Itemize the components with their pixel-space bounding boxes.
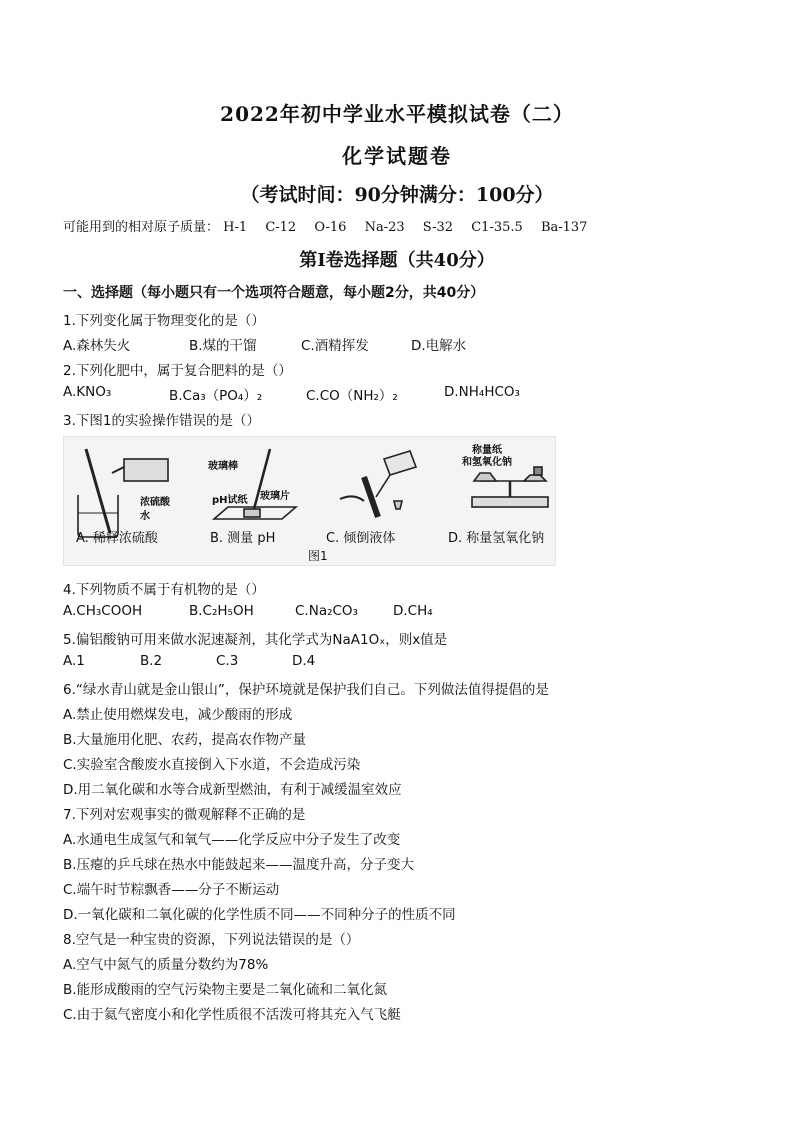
option-a: A.CH₃COOH — [63, 603, 143, 619]
question-2-stem: 2.下列化肥中，属于复合肥料的是（） — [63, 363, 292, 379]
option-d: D.4 — [292, 653, 316, 669]
part-title: 一、选择题（每小题只有一个选项符合题意，每小题2分，共40分） — [63, 285, 485, 301]
option-c: C.Na₂CO₃ — [295, 603, 358, 619]
exam-subtitle: 化学试题卷 — [342, 144, 452, 168]
label-water: 水 — [140, 511, 150, 522]
option-c: C.3 — [216, 653, 239, 669]
option-a: A.空气中氮气的质量分数约为78% — [63, 957, 269, 973]
figure-1 — [63, 436, 556, 566]
option-a: A.森林失火 — [63, 338, 131, 354]
option-d: D.用二氧化碳和水等合成新型燃油，有利于减缓温室效应 — [63, 782, 402, 798]
option-c: C.由于氦气密度小和化学性质很不活泼可将其充入气飞艇 — [63, 1007, 401, 1023]
label-ph-paper: pH试纸 — [212, 495, 248, 506]
balance-scale — [472, 467, 548, 507]
label-naoh: 和氢氧化钠 — [462, 457, 512, 468]
option-b: B.C₂H₅OH — [189, 603, 254, 619]
question-7-stem: 7.下列对宏观事实的微观解释不正确的是 — [63, 807, 306, 823]
atomic-mass: S-32 — [422, 220, 454, 235]
atomic-mass: O-16 — [314, 220, 347, 235]
option-d: D.电解水 — [411, 338, 467, 354]
atomic-mass: Na-23 — [364, 220, 405, 235]
option-a: A.1 — [63, 653, 85, 669]
option-c: C.酒精挥发 — [301, 338, 369, 354]
option-a: A.KNO₃ — [63, 384, 112, 400]
figure-caption-a: A. 稀释浓硫酸 — [76, 531, 158, 546]
atomic-masses-label: 可能用到的相对原子质量： — [63, 220, 220, 235]
label-glass-plate: 玻璃片 — [260, 491, 290, 502]
atomic-mass: C1-35.5 — [471, 220, 523, 235]
option-a: A.禁止使用燃煤发电，减少酸雨的形成 — [63, 707, 293, 723]
question-1-stem: 1.下列变化属于物理变化的是（） — [63, 313, 265, 329]
exam-info: （考试时间：90分钟满分：100分） — [240, 184, 554, 206]
atomic-masses — [63, 216, 601, 235]
question-4-stem: 4.下列物质不属于有机物的是（） — [63, 582, 265, 598]
atomic-mass: Ba-137 — [540, 220, 588, 235]
label-rod: 玻璃棒 — [208, 461, 238, 472]
option-a: A.水通电生成氢气和氧气——化学反应中分子发生了改变 — [63, 832, 401, 848]
option-b: B.Ca₃（PO₄）₂ — [169, 388, 263, 404]
label-weigh-paper: 称量纸 — [472, 445, 502, 456]
option-b: B.大量施用化肥、农药，提高农作物产量 — [63, 732, 307, 748]
pouring-liquid — [340, 451, 416, 517]
option-c: C.CO（NH₂）₂ — [306, 388, 398, 404]
atomic-mass: C-12 — [265, 220, 297, 235]
option-b: B.2 — [140, 653, 163, 669]
question-8-stem: 8.空气是一种宝贵的资源，下列说法错误的是（） — [63, 932, 360, 948]
option-c: C.端午时节粽飘香——分子不断运动 — [63, 882, 280, 898]
label-acid: 浓硫酸 — [140, 497, 170, 508]
question-6-stem: 6.“绿水青山就是金山银山”，保护环境就是保护我们自己。下列做法值得提倡的是 — [63, 682, 549, 698]
question-3-stem: 3.下图1的实验操作错误的是（） — [63, 413, 260, 429]
atomic-mass: H-1 — [223, 220, 248, 235]
option-b: B.压瘪的乒乓球在热水中能鼓起来——温度升高，分子变大 — [63, 857, 415, 873]
figure-label: 图1 — [308, 549, 328, 563]
option-d: D.一氧化碳和二氧化碳的化学性质不同——不同种分子的性质不同 — [63, 907, 456, 923]
option-d: D.NH₄HCO₃ — [444, 384, 520, 400]
figure-caption-b: B. 测量 pH — [210, 531, 276, 546]
figure-caption-d: D. 称量氢氧化钠 — [448, 531, 545, 546]
option-b: B.能形成酸雨的空气污染物主要是二氧化硫和二氧化氮 — [63, 982, 388, 998]
option-b: B.煤的干馏 — [189, 338, 257, 354]
question-5-stem: 5.偏铝酸钠可用来做水泥速凝剂，其化学式为NaA1Oₓ，则x值是 — [63, 632, 448, 648]
exam-title: 2022年初中学业水平模拟试卷（二） — [220, 102, 574, 126]
option-d: D.CH₄ — [393, 603, 433, 619]
figure-caption-c: C. 倾倒液体 — [326, 531, 396, 546]
option-c: C.实验室含酸废水直接倒入下水道，不会造成污染 — [63, 757, 361, 773]
section-title: 第I卷选择题（共40分） — [299, 250, 495, 271]
